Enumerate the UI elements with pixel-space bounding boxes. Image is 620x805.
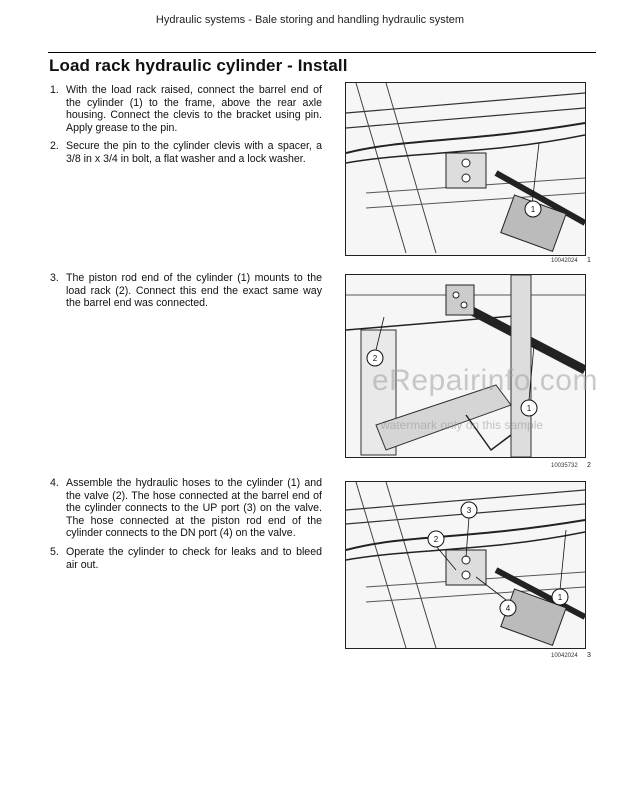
figure-2-number: 2	[587, 462, 591, 469]
step-number: 1.	[50, 84, 59, 96]
callout-4: 4	[505, 604, 511, 613]
step-number: 2.	[50, 140, 59, 152]
figure-3-code: 10042024	[551, 653, 578, 659]
step-5	[50, 546, 322, 571]
step-2	[50, 140, 322, 165]
callout-2: 2	[372, 354, 378, 363]
figure-1-number: 1	[587, 257, 591, 264]
callout-1: 1	[530, 205, 536, 214]
step-text: Operate the cylinder to check for leaks and to bleed air out.	[66, 546, 322, 571]
figure-2-code: 10035732	[551, 463, 578, 469]
step-text: The piston rod end of the cylinder (1) mounts to the load rack (2). Connect this end the exact same way the barrel end was connected.	[66, 272, 322, 310]
step-number: 4.	[50, 477, 59, 489]
section-title: Load rack hydraulic cylinder - Install	[49, 56, 348, 75]
step-text: Assemble the hydraulic hoses to the cylinder (1) and the valve (2). The hose connected at the barrel end of the cylinder connects to the UP port (3) on the valve. The hose connected at the piston rod end of the cylinder connects to the DN port (4) on the valve.	[66, 477, 322, 540]
callout-2: 2	[433, 535, 439, 544]
step-number: 5.	[50, 546, 59, 558]
figure-3-illustration	[345, 481, 586, 649]
running-header: Hydraulic systems - Bale storing and handling hydraulic system	[155, 14, 465, 26]
figure-1-code: 10042024	[551, 258, 578, 264]
callout-3: 3	[466, 506, 472, 515]
step-1	[50, 84, 322, 134]
step-text: With the load rack raised, connect the barrel end of the cylinder (1) to the frame, above the rear axle housing. Connect the clevis to the bracket using pin. Apply grease to the pin.	[66, 84, 322, 134]
cylinder-frame-drawing	[346, 83, 585, 255]
watermark-sub: watermark only on this sample	[381, 418, 544, 432]
step-text: Secure the pin to the cylinder clevis with a spacer, a 3/8 in x 3/4 in bolt, a flat washer and a lock washer.	[66, 140, 322, 165]
step-number: 3.	[50, 272, 59, 284]
hose-valve-drawing	[346, 482, 585, 648]
callout-1: 1	[557, 593, 563, 602]
callout-1: 1	[526, 404, 532, 413]
figure-1-illustration	[345, 82, 586, 256]
step-4	[50, 477, 322, 540]
step-3	[50, 272, 322, 310]
watermark-main: eRepairinfo.com	[372, 364, 598, 397]
header-rule	[48, 52, 596, 53]
figure-3-number: 3	[587, 652, 591, 659]
